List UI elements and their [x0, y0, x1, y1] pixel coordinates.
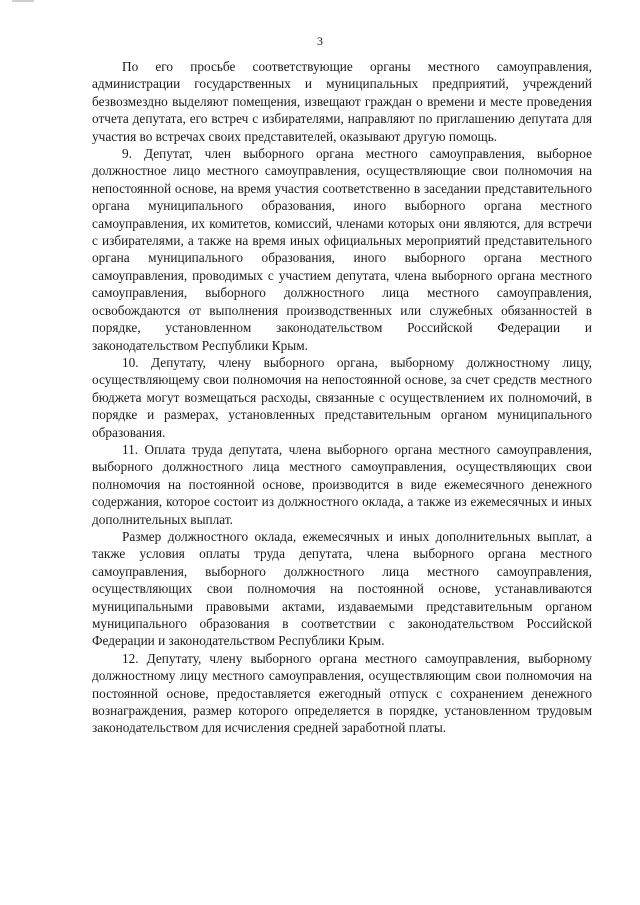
page-number: 3 — [317, 34, 323, 48]
paragraph-10: 10. Депутату, члену выборного органа, выборному должностному лицу, осуществляющему свои полномочия на непостоянной основе, за счет средств местного бюджета могут возмещаться расходы, связанные с осуществлением их полномочий, в порядке и размерах, установленных представительным органом муниципального образования. — [92, 354, 592, 440]
document-body — [92, 58, 592, 737]
paragraph-salary-size: Размер должностного оклада, ежемесячных и иных дополнительных выплат, а также условия оплаты труда депутата, члена выборного органа местного самоуправления, выборного должностного лица местного самоуправления, осуществляющих свои полномочия на постоянной основе, устанавливаются муниципальными правовыми актами, издаваемыми представительным органом муниципального образования в соответствии с законодательством Российской Федерации и законодательством Республики Крым. — [92, 528, 592, 649]
paragraph-11: 11. Оплата труда депутата, члена выборного органа местного самоуправления, выборного должностного лица местного самоуправления, осуществляющих свои полномочия на постоянной основе, производится в виде ежемесячного денежного содержания, которое состоит из должностного оклада, а также из ежемесячных и иных дополнительных выплат. — [92, 441, 592, 527]
paragraph-meeting-assistance: По его просьбе соответствующие органы местного самоуправления, администрации государственных и муниципальных предприятий, учреждений безвозмездно выделяют помещения, извещают граждан о времени и месте проведения отчета депутата, его встреч с избирателями, направляют по приглашению депутата для участия во встречах своих представителей, оказывают другую помощь. — [92, 59, 592, 144]
paragraph-9: 9. Депутат, член выборного органа местного самоуправления, выборное должностное лицо местного самоуправления, осуществляющие свои полномочия на непостоянной основе, на время участия соответственно в заседании представительного органа муниципального образования, иного выборного органа местного самоуправления, их комитетов, комиссий, членами которых они являются, для встречи с избирателями, а также на время иных официальных мероприятий представительного органа муниципального образования, иного выборного органа местного самоуправления, проводимых с участием депутата, члена выборного органа местного самоуправления, выборного должностного лица местного самоуправления, освобождаются от выполнения производственных или служебных обязанностей в порядке, установленном законодательством Российской Федерации и законодательством Республики Крым. — [92, 146, 592, 353]
paragraph-12: 12. Депутату, члену выборного органа местного самоуправления, выборному должностному лицу местного самоуправления, осуществляющим свои полномочия на постоянной основе, предоставляется ежегодный отпуск с сохранением денежного вознаграждения, размер которого определяется в порядке, установленном трудовым законодательством для исчисления средней заработной платы. — [92, 650, 592, 736]
scan-edge-mark — [12, 0, 34, 2]
